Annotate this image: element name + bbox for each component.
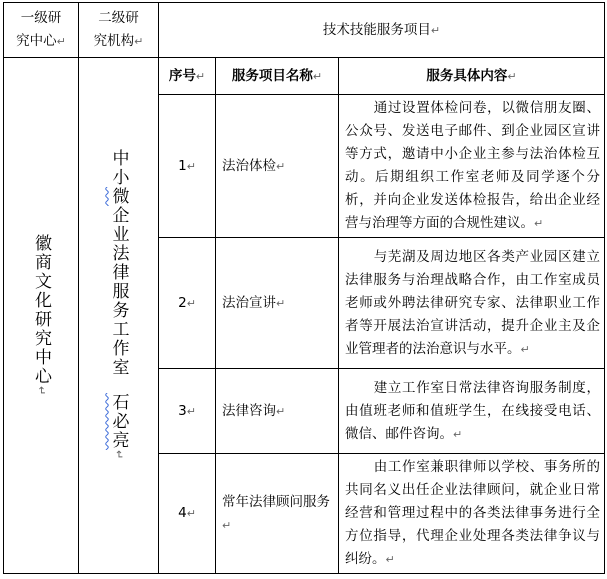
level1-center-text: 徽商文化研究中心 — [31, 233, 51, 386]
header-services — [159, 3, 605, 58]
paragraph-mark: ↵ — [276, 404, 286, 418]
paragraph-mark: ↵ — [312, 69, 323, 83]
paragraph-mark: ↵ — [56, 35, 66, 48]
row-seq-value: 3 — [178, 402, 187, 419]
row-name — [216, 238, 339, 369]
row-detail-value: 通过设置体检问卷，以微信朋友圈、公众号、发送电子邮件、到企业园区宣讲等方式，邀请中小企业主参与法治体检互动。后期组织工作室老师及同学逐个分析，并向企业发送体检报告，给出企业经营与治理等方面的合规性建议。 — [345, 100, 600, 231]
row-seq-value: 2 — [178, 294, 187, 311]
header-level2-line2: 究机构 — [93, 33, 135, 49]
row-seq — [159, 238, 216, 369]
service-table — [3, 2, 605, 574]
row-seq-value: 1 — [178, 157, 187, 174]
subheader-name — [216, 58, 339, 95]
paragraph-mark: ↵ — [134, 35, 144, 48]
row-name-value: 法治体检 — [222, 157, 276, 174]
paragraph-mark: ↵ — [520, 342, 530, 356]
row-name — [216, 454, 339, 574]
header-level1-line2: 究中心 — [16, 33, 57, 49]
level1-center-cell — [4, 58, 79, 574]
row-name — [216, 95, 339, 238]
header-services-label: 技术技能服务项目 — [322, 21, 431, 38]
paragraph-mark: ↵ — [430, 23, 441, 37]
row-detail-value: 与芜湖及周边地区各类产业园区建立法律服务与治理战略合作，由工作室成员老师或外聘法律研究专家、法律职业工作者等开展法治宣讲活动，提升企业主及企业管理者的法治意识与水平。 — [345, 248, 600, 357]
level2-org-part2: 微 — [108, 187, 129, 207]
header-level1 — [4, 3, 79, 58]
subheader-seq — [159, 58, 216, 95]
level2-org-part1: 中小 — [108, 149, 129, 188]
row-detail — [339, 95, 605, 238]
subheader-name-label: 服务项目名称 — [231, 67, 313, 84]
paragraph-mark: ↵ — [276, 296, 286, 310]
subheader-detail — [339, 58, 605, 95]
row-seq — [159, 95, 216, 238]
paragraph-mark: ↵ — [507, 69, 517, 83]
subheader-seq-label: 序号 — [168, 67, 196, 84]
level2-org-part3: 企业法律服务工作室 — [108, 206, 129, 378]
paragraph-mark: ↵ — [385, 553, 395, 566]
row-detail-value: 由工作室兼职律师以学校、事务所的共同名义出任企业法律顾问，就企业日常经营和管理过程中的各类法律事务进行全方位指导，代理企业处理各类法律争议与纠纷。 — [345, 459, 600, 567]
row-seq — [159, 369, 216, 454]
paragraph-mark: ↵ — [222, 518, 232, 532]
paragraph-mark: ↵ — [35, 385, 48, 398]
paragraph-mark: ↵ — [186, 296, 196, 310]
row-detail — [339, 369, 605, 454]
row-detail-value: 建立工作室日常法律咨询服务制度，由值班老师和值班学生，在线接受电话、微信、邮件咨询。 — [345, 379, 600, 442]
paragraph-mark: ↵ — [186, 507, 196, 520]
header-level2 — [79, 3, 159, 58]
paragraph-mark: ↵ — [195, 69, 206, 83]
paragraph-mark: ↵ — [453, 427, 463, 441]
paragraph-mark: ↵ — [112, 450, 126, 462]
row-name-value: 法治宣讲 — [222, 294, 276, 311]
row-name-value: 常年法律顾问服务 — [222, 493, 330, 510]
paragraph-mark: ↵ — [276, 159, 286, 173]
header-level1-line1: 一级研 — [20, 10, 62, 26]
header-level2-line1: 二级研 — [98, 10, 139, 26]
row-name-value: 法律咨询 — [222, 402, 276, 419]
row-seq-value: 4 — [178, 505, 187, 521]
row-name — [216, 369, 339, 454]
level2-org-cell — [79, 58, 159, 574]
row-detail — [339, 454, 605, 574]
level2-org-person: 石必亮 — [108, 393, 129, 451]
header-row — [4, 3, 605, 58]
row-detail — [339, 238, 605, 369]
subheader-detail-label: 服务具体内容 — [426, 67, 508, 84]
subheader-row — [4, 58, 605, 95]
paragraph-mark: ↵ — [534, 217, 544, 230]
paragraph-mark: ↵ — [186, 404, 196, 418]
paragraph-mark: ↵ — [186, 159, 196, 173]
row-seq — [159, 454, 216, 574]
